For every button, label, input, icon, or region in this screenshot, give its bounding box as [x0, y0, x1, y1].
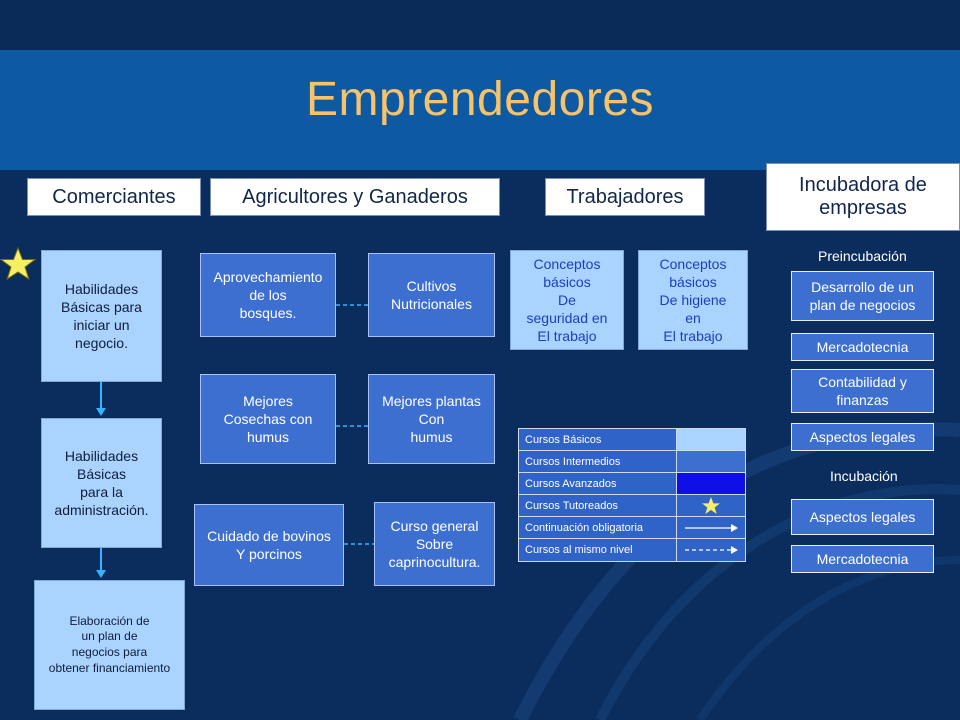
box-contabilidad: Contabilidad y finanzas [791, 369, 934, 413]
box-curso-caprinocultura: Curso general Sobre caprinocultura. [374, 502, 495, 586]
star-icon [1, 248, 35, 279]
legend-row-continuacion [519, 517, 745, 539]
box-plan-negocios: Elaboración de un plan de negocios para obtener financiamiento [34, 580, 185, 710]
legend-swatch-advanced [677, 473, 745, 494]
legend-row-avanzados [519, 473, 745, 495]
legend-row-tutoreados [519, 495, 745, 517]
box-mejores-cosechas: Mejores Cosechas con humus [200, 374, 336, 464]
header-comerciantes: Comerciantes [27, 178, 201, 216]
label-preincubacion: Preincubación [818, 248, 907, 264]
legend-row-mismo-nivel [519, 539, 745, 561]
legend-arrow-dashed [677, 539, 745, 561]
legend-label: Cursos al mismo nivel [519, 539, 677, 561]
label-incubacion: Incubación [830, 468, 898, 484]
box-aspectos-legales-inc: Aspectos legales [791, 499, 934, 535]
legend-arrow-solid [677, 517, 745, 538]
box-mercadotecnia-inc: Mercadotecnia [791, 545, 934, 573]
header-incubadora: Incubadora de empresas [766, 163, 960, 231]
legend-label: Cursos Tutoreados [519, 495, 677, 516]
box-seguridad-trabajo: Conceptos básicos De seguridad en El trabajo [510, 250, 624, 350]
header-agricultores: Agricultores y Ganaderos [210, 178, 500, 216]
box-cultivos-nutricionales: Cultivos Nutricionales [368, 253, 495, 337]
arrow-right-icon [683, 522, 739, 534]
box-mercadotecnia-pre: Mercadotecnia [791, 333, 934, 361]
box-desarrollo-plan: Desarrollo de un plan de negocios [791, 271, 934, 321]
arrow-dashed-icon [683, 544, 739, 556]
box-mejores-plantas: Mejores plantas Con humus [368, 374, 495, 464]
box-cuidado-bovinos: Cuidado de bovinos Y porcinos [194, 504, 344, 586]
box-habilidades-administracion: Habilidades Básicas para la administración. [41, 418, 162, 548]
page-title: Emprendedores [305, 73, 655, 126]
legend-row-basicos [519, 429, 745, 451]
star-icon [701, 496, 721, 516]
box-aspectos-legales-pre: Aspectos legales [791, 423, 934, 451]
legend-label: Cursos Básicos [519, 429, 677, 450]
legend-swatch-intermediate [677, 451, 745, 472]
box-higiene-trabajo: Conceptos básicos De higiene en El trabajo [638, 250, 748, 350]
legend-row-intermedios [519, 451, 745, 473]
legend-swatch-basic [677, 429, 745, 450]
legend-label: Cursos Intermedios [519, 451, 677, 472]
legend-star [677, 495, 745, 516]
box-aprovechamiento-bosques: Aprovechamiento de los bosques. [200, 253, 336, 337]
legend-label: Continuación obligatoria [519, 517, 677, 538]
box-habilidades-iniciar: Habilidades Básicas para iniciar un negocio. [41, 250, 162, 382]
legend-label: Cursos Avanzados [519, 473, 677, 494]
header-trabajadores: Trabajadores [545, 178, 705, 216]
legend [518, 428, 746, 562]
